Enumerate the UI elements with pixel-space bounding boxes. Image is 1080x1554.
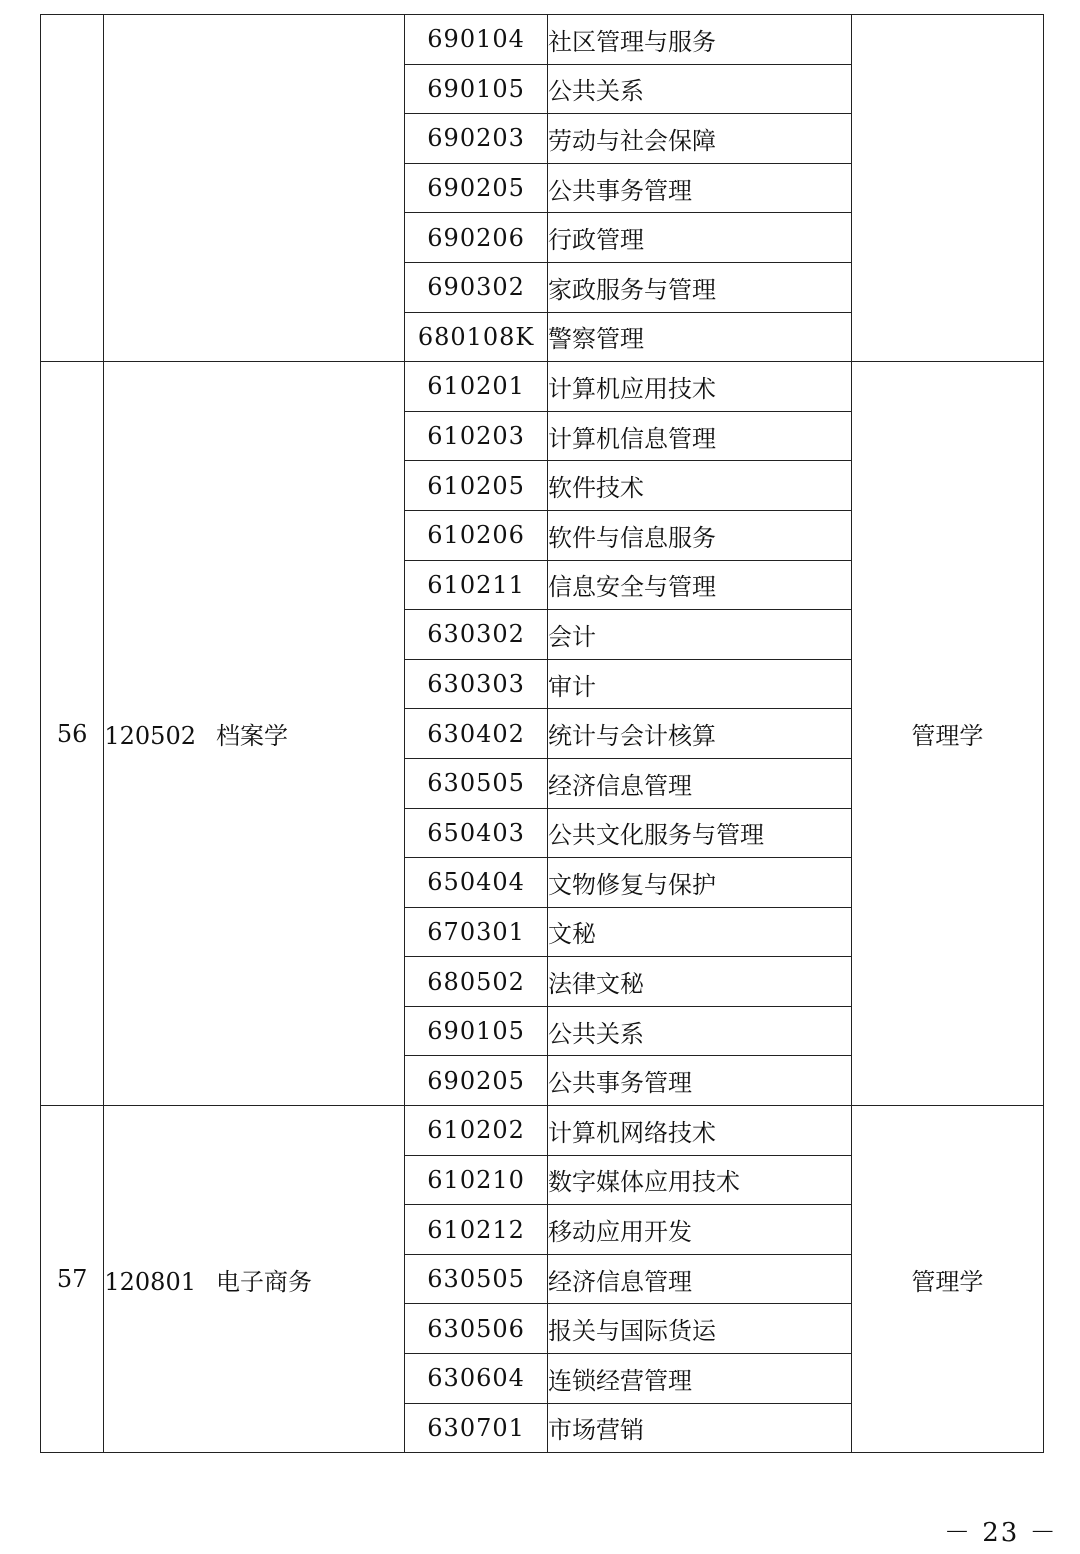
vocational-name-cell: 数字媒体应用技术 [548,1155,852,1205]
undergraduate-major-cell [104,1106,405,1453]
table-row [41,15,1044,65]
vocational-name-cell: 信息安全与管理 [548,560,852,610]
row-number-cell: 57 [41,1106,104,1453]
vocational-name-cell: 公共关系 [548,64,852,114]
vocational-name-cell: 会计 [548,610,852,660]
vocational-code-cell: 690205 [405,1056,548,1106]
vocational-name-cell: 文秘 [548,907,852,957]
vocational-code-cell: 630505 [405,1254,548,1304]
vocational-name-cell: 法律文秘 [548,957,852,1007]
row-number-cell: 56 [41,362,104,1106]
vocational-code-cell: 650403 [405,808,548,858]
vocational-code-cell: 630701 [405,1403,548,1453]
table-row [41,1106,1044,1156]
vocational-code-cell: 650404 [405,858,548,908]
vocational-code-cell: 690104 [405,15,548,65]
vocational-name-cell: 计算机网络技术 [548,1106,852,1156]
vocational-name-cell: 计算机信息管理 [548,411,852,461]
vocational-code-cell: 610201 [405,362,548,412]
vocational-name-cell: 劳动与社会保障 [548,114,852,164]
major-name: 档案学 [216,722,288,751]
vocational-name-cell: 公共文化服务与管理 [548,808,852,858]
vocational-code-cell: 610212 [405,1205,548,1255]
vocational-code-cell: 630302 [405,610,548,660]
table-row [41,362,1044,412]
vocational-code-cell: 690302 [405,262,548,312]
vocational-code-cell: 610205 [405,461,548,511]
vocational-code-cell: 690105 [405,64,548,114]
vocational-name-cell: 经济信息管理 [548,758,852,808]
vocational-code-cell: 690206 [405,213,548,263]
vocational-name-cell: 文物修复与保护 [548,858,852,908]
vocational-name-cell: 市场营销 [548,1403,852,1453]
major-mapping-table [40,14,1044,1453]
discipline-cell [851,15,1043,362]
vocational-code-cell: 610211 [405,560,548,610]
vocational-code-cell: 630604 [405,1354,548,1404]
vocational-code-cell: 630506 [405,1304,548,1354]
vocational-code-cell: 690203 [405,114,548,164]
vocational-code-cell: 610206 [405,510,548,560]
discipline-cell: 管理学 [851,1106,1043,1453]
vocational-name-cell: 软件技术 [548,461,852,511]
vocational-code-cell: 680108K [405,312,548,362]
vocational-name-cell: 软件与信息服务 [548,510,852,560]
vocational-code-cell: 630402 [405,709,548,759]
vocational-name-cell: 公共事务管理 [548,163,852,213]
vocational-code-cell: 630303 [405,659,548,709]
major-code: 120502 [104,722,196,751]
major-name: 电子商务 [216,1267,312,1296]
undergraduate-major-cell [104,15,405,362]
table-body [41,15,1044,1453]
vocational-name-cell: 计算机应用技术 [548,362,852,412]
vocational-code-cell: 610210 [405,1155,548,1205]
vocational-name-cell: 警察管理 [548,312,852,362]
vocational-name-cell: 家政服务与管理 [548,262,852,312]
vocational-code-cell: 670301 [405,907,548,957]
vocational-code-cell: 690205 [405,163,548,213]
page-number: － 23 － [944,1518,1058,1548]
vocational-name-cell: 公共关系 [548,1006,852,1056]
major-code: 120801 [104,1267,196,1296]
vocational-code-cell: 680502 [405,957,548,1007]
vocational-name-cell: 公共事务管理 [548,1056,852,1106]
vocational-name-cell: 经济信息管理 [548,1254,852,1304]
undergraduate-major-cell [104,362,405,1106]
vocational-name-cell: 审计 [548,659,852,709]
vocational-name-cell: 移动应用开发 [548,1205,852,1255]
vocational-name-cell: 报关与国际货运 [548,1304,852,1354]
vocational-code-cell: 610203 [405,411,548,461]
vocational-name-cell: 社区管理与服务 [548,15,852,65]
row-number-cell [41,15,104,362]
vocational-code-cell: 690105 [405,1006,548,1056]
vocational-name-cell: 连锁经营管理 [548,1354,852,1404]
vocational-name-cell: 统计与会计核算 [548,709,852,759]
discipline-cell: 管理学 [851,362,1043,1106]
vocational-code-cell: 630505 [405,758,548,808]
vocational-name-cell: 行政管理 [548,213,852,263]
vocational-code-cell: 610202 [405,1106,548,1156]
